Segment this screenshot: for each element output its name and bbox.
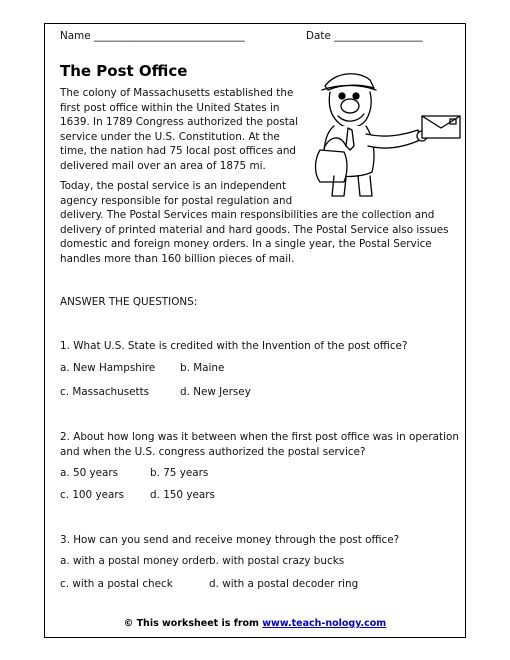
footer-copyright: © This worksheet is from: [123, 618, 259, 629]
text-line: The colony of Massachusetts established the: [60, 87, 294, 99]
text-line: delivery of printed material and hard goods. The Postal Service also issues: [60, 223, 449, 236]
footer-link[interactable]: www.teach-nology.com: [262, 618, 387, 629]
text-line: delivery. The Postal Services main responsibilities are the collection and: [60, 209, 435, 221]
text-line: agency responsible for postal regulation and: [60, 194, 293, 207]
question-2: [60, 430, 459, 459]
text-line: time, the nation had 75 local post offices and: [60, 145, 297, 157]
date-blank: _________________: [334, 30, 423, 42]
question-1-option-a: a. New Hampshire: [60, 362, 156, 374]
mail-carrier-icon: [300, 64, 470, 204]
question-3-option-a: a. with a postal money order: [60, 555, 210, 567]
text-line: delivered mail over an area of 1875 mi.: [60, 159, 266, 172]
page-title: The Post Office: [60, 62, 188, 80]
name-blank: _____________________________: [93, 30, 245, 42]
question-1-option-b: b. Maine: [180, 362, 225, 374]
question-2-option-a: a. 50 years: [60, 467, 119, 479]
name-field: [60, 29, 245, 44]
question-text: 1. What U.S. State is credited with the Invention of the post office?: [60, 340, 408, 352]
date-label: Date: [306, 30, 331, 42]
text-line: Today, the postal service is an independent: [60, 180, 287, 192]
question-1-option-c: c. Massachusetts: [60, 386, 150, 398]
name-label: Name: [60, 30, 91, 42]
question-1-option-d: d. New Jersey: [180, 386, 251, 398]
intro-paragraph-1: [60, 86, 298, 173]
question-3-option-c: c. with a postal check: [60, 578, 173, 590]
question-3-option-d: d. with a postal decoder ring: [209, 578, 359, 590]
answer-heading: ANSWER THE QUESTIONS:: [60, 296, 198, 308]
question-3: [60, 533, 399, 548]
question-text: 3. How can you send and receive money through the post office?: [60, 534, 400, 546]
text-line: service under the U.S. Constitution. At the: [60, 130, 280, 143]
question-1: [60, 339, 407, 354]
question-3-option-b: b. with postal crazy bucks: [209, 555, 345, 567]
question-text: and when the U.S. congress authorized the postal service?: [60, 445, 366, 458]
text-line: domestic and foreign money orders. In a single year, the Postal Service: [60, 238, 432, 250]
question-text: 2. About how long was it between when the first post office was in operation: [60, 431, 459, 443]
footer: [0, 618, 510, 629]
text-line: 1639. In 1789 Congress authorized the postal: [60, 116, 299, 128]
question-2-option-d: d. 150 years: [150, 489, 215, 501]
text-line: first post office within the United States in: [60, 101, 280, 114]
question-2-option-b: b. 75 years: [150, 467, 209, 479]
question-2-option-c: c. 100 years: [60, 489, 125, 501]
text-line: handles more than 160 billion pieces of mail.: [60, 252, 295, 265]
date-field: [306, 29, 422, 44]
